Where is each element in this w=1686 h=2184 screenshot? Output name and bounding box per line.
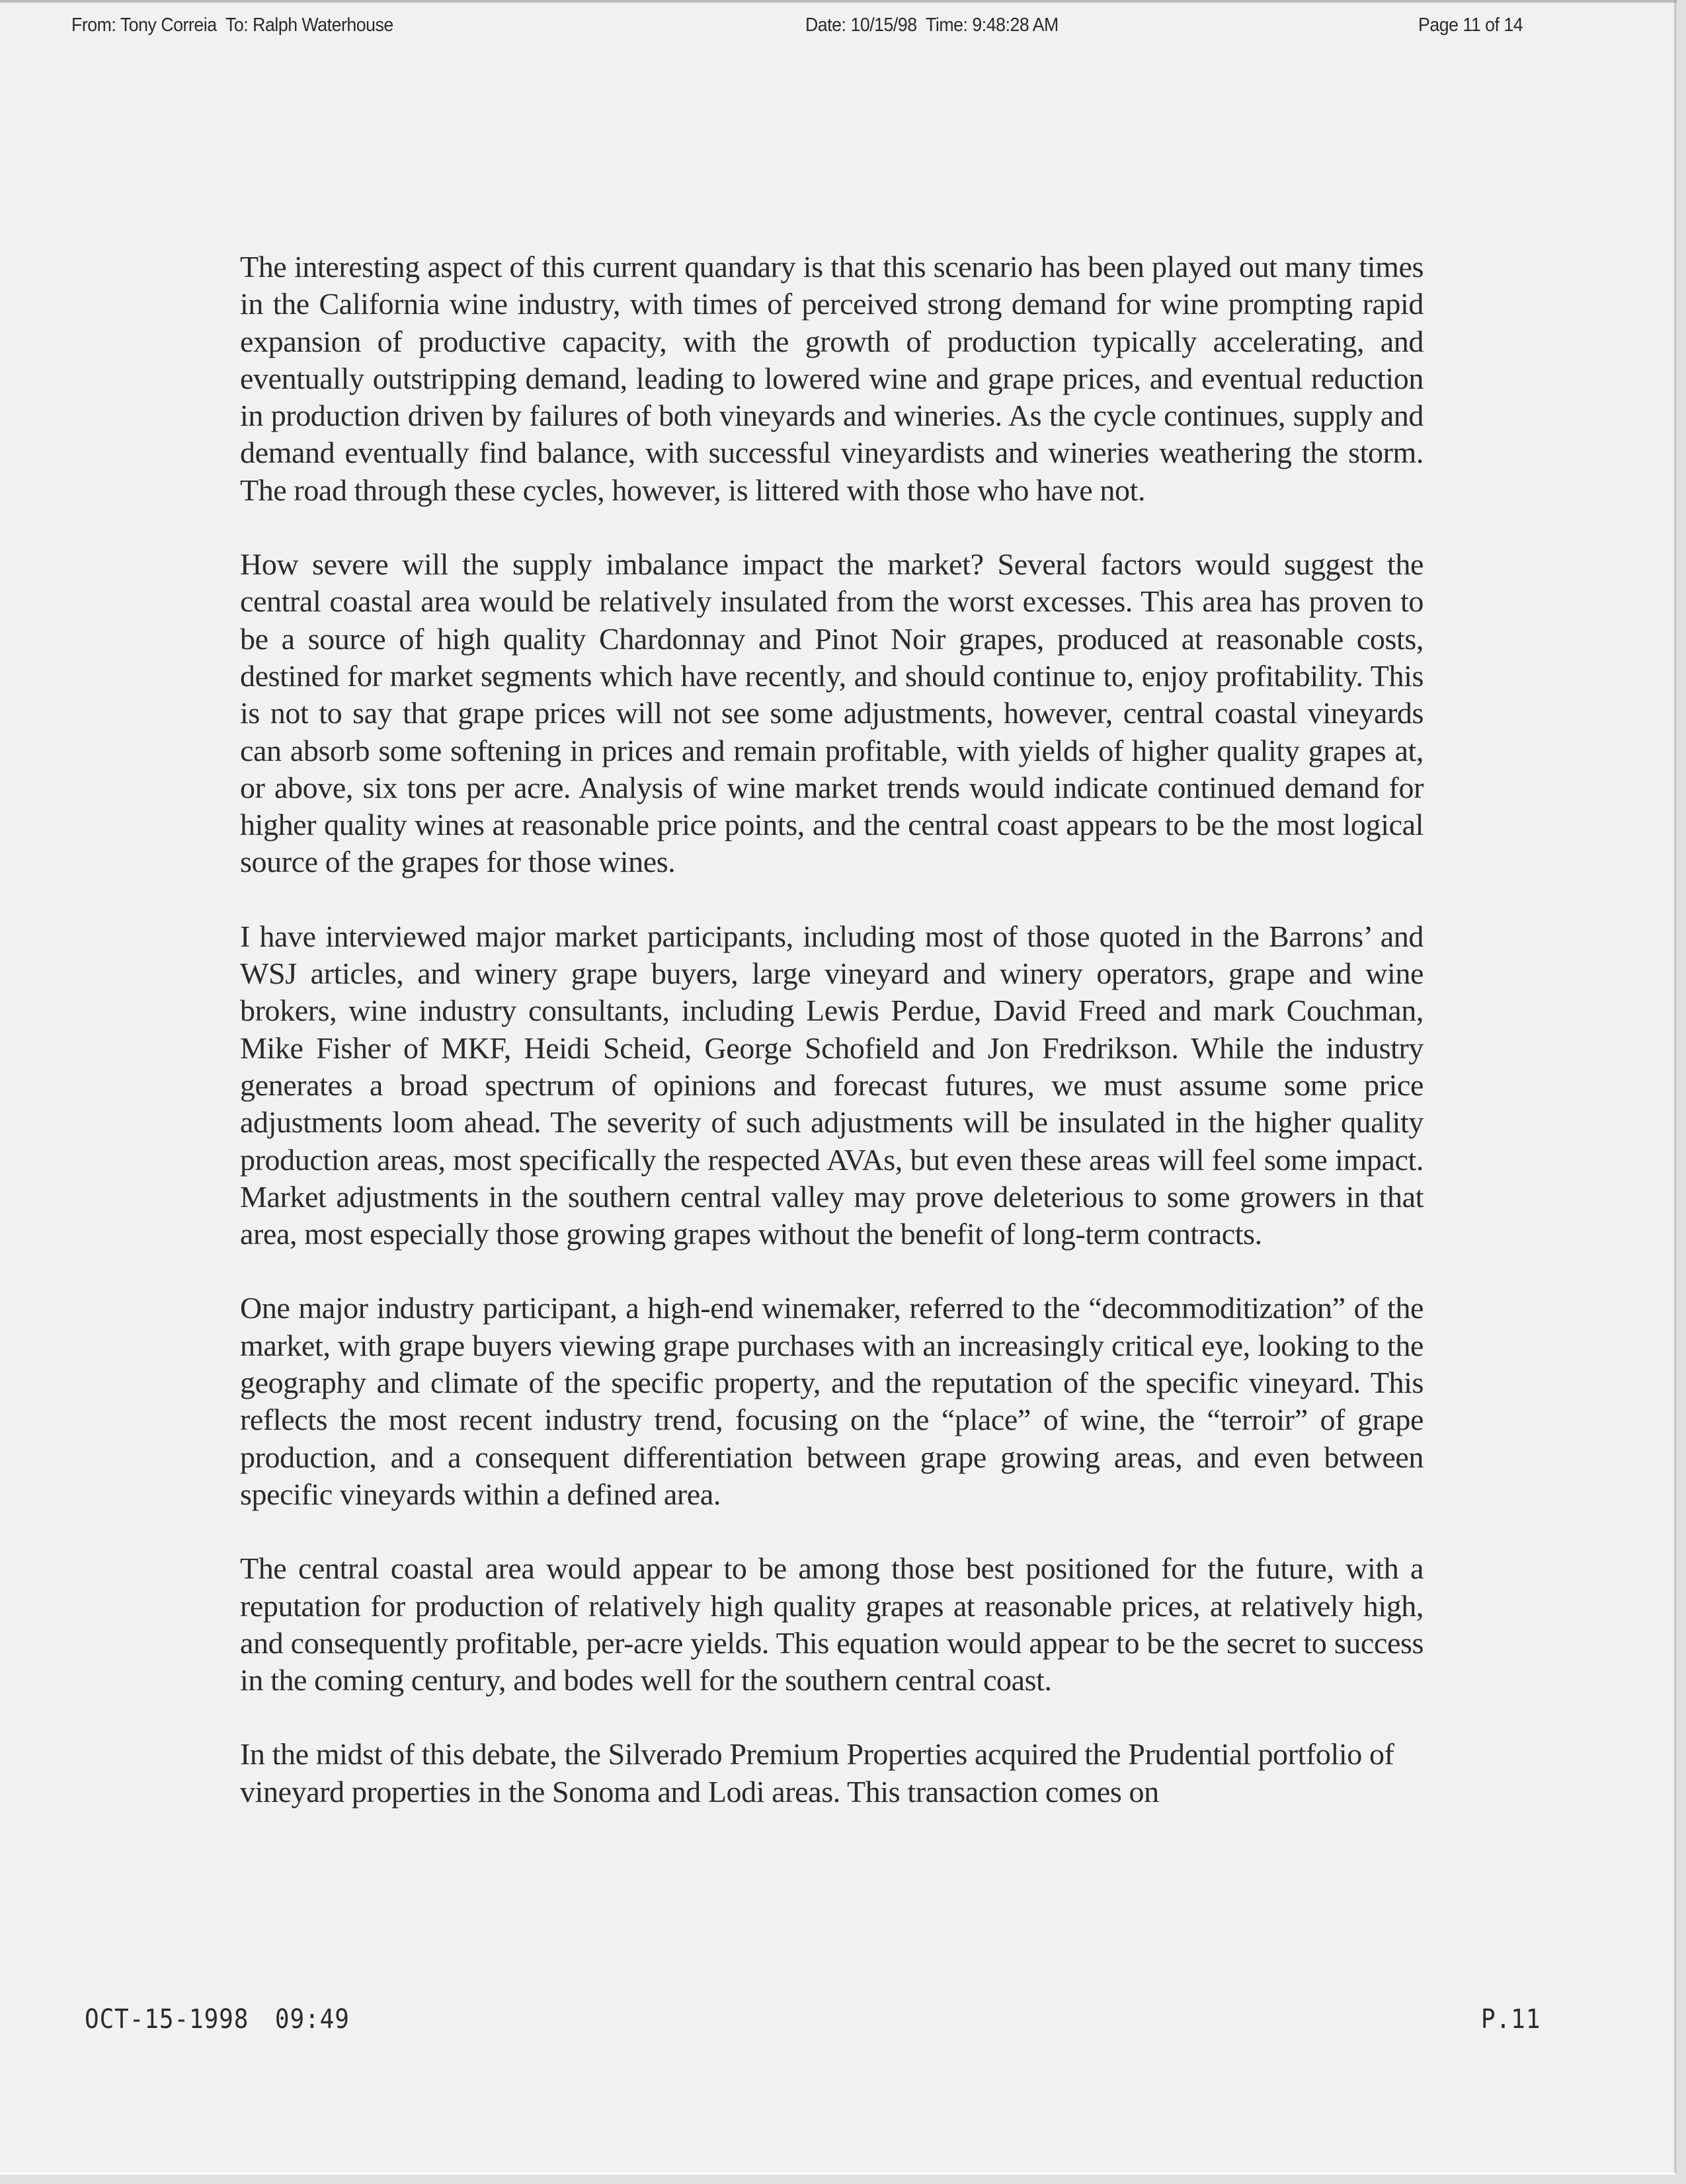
transmit-date: OCT-15-1998 [85, 2004, 249, 2035]
paragraph-central-coast-outlook: The central coastal area would appear to be among those best positioned for the future, with a reputation for production of relatively high quality grapes at reasonable prices, at relatively high, and consequently profitable, per-acre yields. This equation would appear to be the secret to success in the coming century, and bodes well for the southern central coast. [240, 1551, 1424, 1697]
paragraph-supply-imbalance: How severe will the supply imbalance impact the market? Several factors would suggest the central coastal area would be relatively insulated from the worst excesses. This area has proven to be a source of high quality Chardonnay and Pinot Noir grapes, produced at reasonable costs, destined for market segments which have recently, and should continue to, enjoy profitability. This is not to say that grape prices will not see some adjustments, however, central coastal vineyards can absorb some softening in prices and remain profitable, with yields of higher quality grapes at, or above, six tons per acre. Analysis of wine market trends would indicate continued demand for higher quality wines at reasonable price points, and the central coast appears to be the most logical source of the grapes for those wines. [240, 547, 1424, 879]
date-value: 10/15/98 [850, 15, 917, 36]
from-name: Tony Correia [120, 15, 217, 36]
to-label: To: [225, 15, 249, 36]
paragraph-market-cycles: The interesting aspect of this current quandary is that this scenario has been played out many times in the California wine industry, with times of perceived strong demand for wine prompting rapid expansion of productive capacity, with the growth of production typically accelerating, and eventually outstripping demand, leading to lowered wine and grape prices, and eventual reduction in production driven by failures of both vineyards and wineries. As the cycle continues, supply and demand eventually find balance, with successful vineyardists and wineries weathering the storm. The road through these cycles, however, is littered with those who have not. [240, 250, 1424, 507]
fax-header-sender-recipient [71, 15, 393, 36]
transmit-time: 09:49 [274, 2004, 350, 2035]
fax-header-datetime [805, 15, 1059, 36]
page-top-edge [0, 0, 1677, 3]
fax-header-page-indicator: Page 11 of 14 [1418, 15, 1523, 36]
to-name: Ralph Waterhouse [253, 15, 393, 36]
fax-transmit-stamp [85, 2004, 350, 2035]
paragraph-interviews: I have interviewed major market participants, including most of those quoted in the Barrons’ and WSJ articles, and winery grape buyers, large vineyard and winery operators, grape and wine brokers, wine industry consultants, including Lewis Perdue, David Freed and mark Couchman, Mike Fisher of MKF, Heidi Scheid, George Schofield and Jon Fredrikson. While the industry generates a broad spectrum of opinions and forecast futures, we must assume some price adjustments loom ahead. The severity of such adjustments will be insulated in the higher quality production areas, most specifically the respected AVAs, but even these areas will feel some impact. Market adjustments in the southern central valley may prove deleterious to some growers in that area, most especially those growing grapes without the benefit of long-term contracts. [240, 919, 1424, 1251]
time-value: 9:48:28 AM [972, 15, 1059, 36]
fax-page-number: P.11 [1481, 2004, 1541, 2035]
paragraph-silverado-acquisition: In the midst of this debate, the Silverado Premium Properties acquired the Prudential portfolio of vineyard properties in the Sonoma and Lodi areas. This transaction comes on [240, 1737, 1394, 1809]
paragraph-decommoditization: One major industry participant, a high-end winemaker, referred to the “decommoditization” of the market, with grape buyers viewing grape purchases with an increasingly critical eye, looking to the geography and climate of the specific property, and the reputation of the specific vineyard. This reflects the most recent industry trend, focusing on the “place” of wine, the “terroir” of grape production, and a consequent differentiation between grape growing areas, and even between specific vineyards within a defined area. [240, 1291, 1424, 1511]
date-label: Date: [805, 15, 846, 36]
from-label: From: [71, 15, 116, 36]
time-label: Time: [926, 15, 968, 36]
document-body [240, 249, 1424, 1811]
